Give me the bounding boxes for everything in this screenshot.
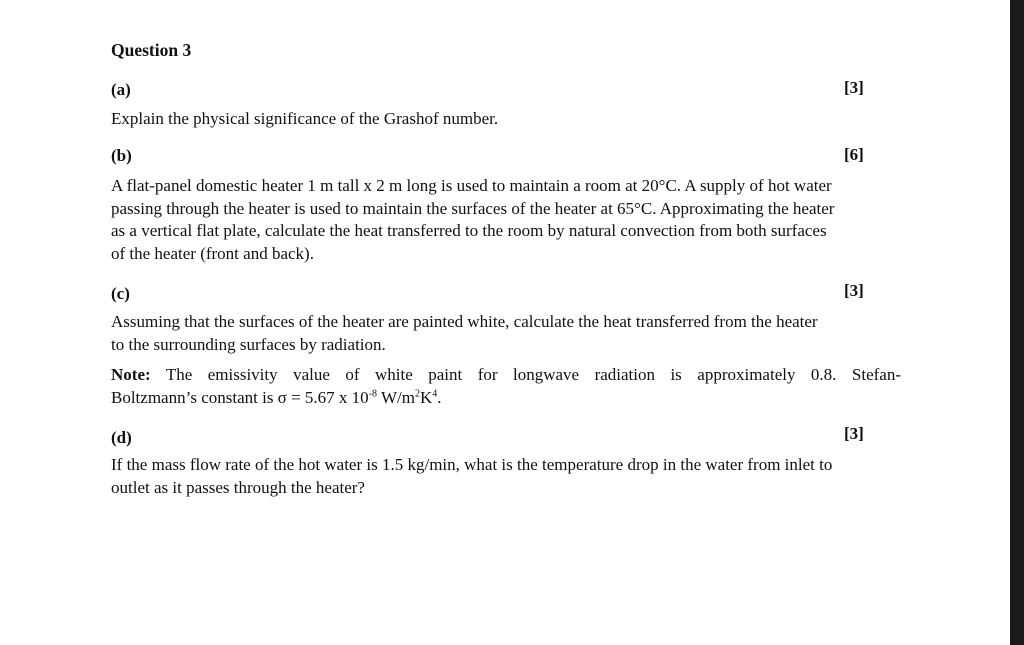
note-label: Note: xyxy=(111,365,151,384)
part-a-text xyxy=(111,108,901,131)
part-c-label: (c) xyxy=(111,284,130,303)
text-line: Explain the physical significance of the Grashof number. xyxy=(111,109,499,128)
part-a-marks: [3] xyxy=(844,78,864,97)
text-line: as a vertical flat plate, calculate the heat transferred to the room by natural convection from both surfaces xyxy=(111,221,827,240)
text-line: to the surrounding surfaces by radiation. xyxy=(111,334,386,354)
question-title: Question 3 xyxy=(111,40,192,60)
text-line: outlet as it passes through the heater? xyxy=(111,477,365,497)
exponent: -8 xyxy=(368,387,378,399)
exponent: 4 xyxy=(432,387,438,399)
part-d-label: (d) xyxy=(111,428,132,447)
note-line-2: Boltzmann’s constant is σ = 5.67 x $10^{-8}$ $W/m^2K^4$. xyxy=(111,387,442,407)
part-d-text xyxy=(111,454,901,499)
window-edge-bar xyxy=(1010,0,1024,645)
part-c-text xyxy=(111,311,901,356)
exponent: 2 xyxy=(414,387,420,399)
text-line: passing through the heater is used to maintain the surfaces of the heater at 65°C. Approximating the heater xyxy=(111,198,835,218)
part-d-marks: [3] xyxy=(844,424,864,443)
part-b-marks: [6] xyxy=(844,145,864,164)
text-line: of the heater (front and back). xyxy=(111,243,314,263)
part-a-label: (a) xyxy=(111,80,131,99)
text-line: A flat-panel domestic heater 1 m tall x 2 m long is used to maintain a room at 20°C. A supply of hot water xyxy=(111,176,832,195)
text-line: If the mass flow rate of the hot water is 1.5 kg/min, what is the temperature drop in the water from inlet to xyxy=(111,455,833,474)
part-c-note xyxy=(111,364,901,409)
part-b-text xyxy=(111,175,901,265)
part-b-label: (b) xyxy=(111,146,132,165)
part-c-marks: [3] xyxy=(844,281,864,300)
note-text: The emissivity value of white paint for longwave radiation is approximately 0.8. Stefan- xyxy=(165,365,901,384)
note-line-1 xyxy=(111,364,901,387)
text-line: Assuming that the surfaces of the heater are painted white, calculate the heat transferred from the heater xyxy=(111,312,818,331)
